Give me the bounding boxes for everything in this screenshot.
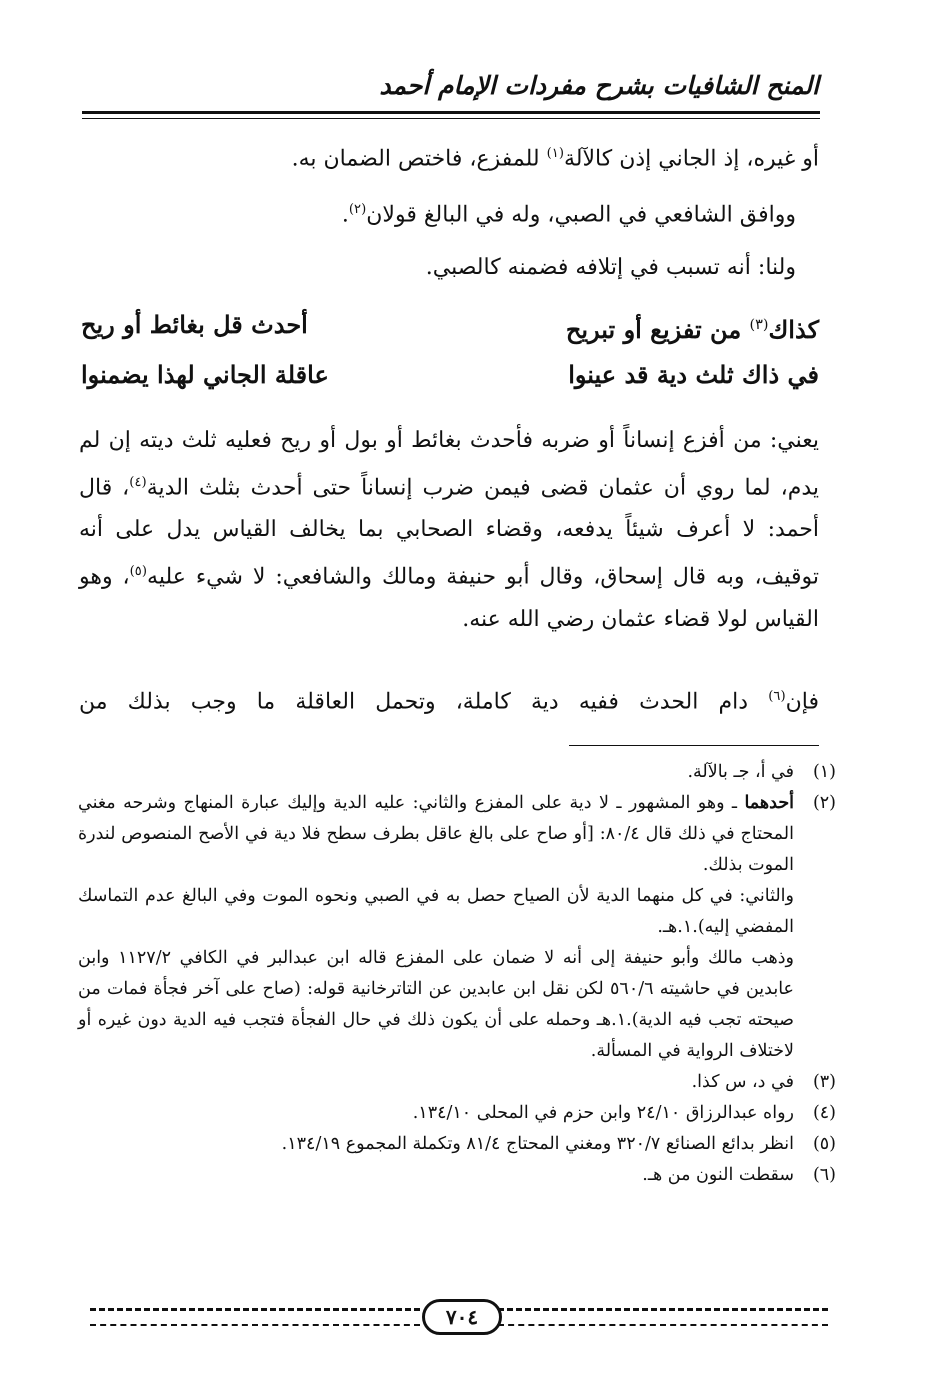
paragraph-text: ولنا: أنه تسبب في إتلافه فضمنه كالصبي. <box>425 255 796 280</box>
paragraph-text: ووافق الشافعي في الصبي، وله في البالغ قولان <box>366 202 796 228</box>
footnote-text: : في كل منهما الدية لأن الصياح حصل به في الصبي ونحوه الموت وفي البالغ عدم التماسك المفضي إليه).١.هـ. <box>78 886 794 937</box>
page-footer <box>90 1299 828 1335</box>
footnote-number: (٦) <box>812 1165 836 1185</box>
footer-ornament-right <box>498 1308 828 1326</box>
verse-block <box>81 305 819 411</box>
paragraph-text: فإن <box>785 689 819 715</box>
footnote-2-continuation <box>78 943 836 1067</box>
page-number: ٧٠٤ <box>422 1299 502 1335</box>
paragraph-text: ، قال أحمد: لا أعرف شيئاً يدفعه، وقضاء الصحابي بما يخالف القياس يدل على أنه توقيف، وبه قال إسحاق، وقال أبو حنيفة ومالك والشافعي: لا شيء عليه <box>79 475 820 590</box>
footnote-5 <box>78 1129 836 1160</box>
footnote-number: (٢) <box>812 793 836 813</box>
footnotes <box>78 757 836 1191</box>
footnote-ref-1: (١) <box>546 146 564 161</box>
footnote-4 <box>78 1098 836 1129</box>
footnote-6 <box>78 1160 836 1191</box>
verse-line-1 <box>81 305 819 355</box>
paragraph-5 <box>79 676 819 723</box>
verse-hemistich-second: عاقلة الجاني لهذا يضمنوا <box>81 360 329 389</box>
footnote-1 <box>78 757 836 788</box>
verse-text: كذاك <box>768 315 819 344</box>
footnote-number: (٣) <box>812 1072 836 1092</box>
footnote-text: في أ، جـ بالآلة. <box>687 762 794 782</box>
footnote-ref-4: (٤) <box>129 475 147 490</box>
footer-ornament-left <box>90 1308 420 1326</box>
verse-hemistich-second: أحدث قل بغائط أو ريح <box>81 310 308 339</box>
footnote-number: (٥) <box>812 1134 836 1154</box>
verse-hemistich-first: في ذاك ثلث دية قد عينوا <box>568 360 819 389</box>
paragraph-2 <box>56 189 796 236</box>
footnote-text: في د، س كذا. <box>691 1072 794 1092</box>
footnote-lead: أحدهما <box>744 793 794 813</box>
footnote-text: رواه عبدالرزاق ٢٤/١٠ وابن حزم في المحلى ١٣٤/١٠. <box>412 1103 794 1123</box>
footnote-separator <box>569 745 819 746</box>
footnote-number: (٤) <box>812 1103 836 1123</box>
paragraph-text: دام الحدث ففيه دية كاملة، وتحمل العاقلة ما وجب بذلك من <box>79 689 769 715</box>
footnote-text: انظر بدائع الصنائع ٣٢٠/٧ ومغني المحتاج ٨١/٤ وتكملة المجموع ١٣٤/١٩. <box>281 1134 794 1154</box>
paragraph-text: ، وهو القياس لولا قضاء عثمان رضي الله عنه. <box>79 564 819 632</box>
verse-line-2 <box>81 355 819 405</box>
footnote-3 <box>78 1067 836 1098</box>
footnote-ref-3: (٣) <box>749 317 769 333</box>
paragraph-1 <box>79 133 819 180</box>
paragraph-text: . <box>341 202 349 228</box>
footnote-text: وذهب مالك وأبو حنيفة إلى أنه لا ضمان على المفزع قاله ابن عبدالبر في الكافي ١١٢٧/٢ وابن عابدين في حاشيته ٥٦٠/٦ لكن نقل ابن عابدين عن التاترخانية قوله: (صاح على آخر فجأة فمات من صيحته تجب فيه الدية).١.هـ وحمله على أن يكون ذلك في حال الفجأة فتجب فيه الدية دون غيره أو لاختلاف الرواية في المسألة. <box>78 948 794 1061</box>
verse-text: من تفزيع أو تبريح <box>565 315 750 344</box>
paragraph-3 <box>56 247 796 289</box>
paragraph-text: أو غيره، إذ الجاني إذن كالآلة <box>564 146 819 172</box>
paragraph-text: يعني: من أفزع إنساناً أو ضربه فأحدث بغائط أو بول أو ريح فعليه ثلث ديته إن لم يدم، لما روي أن عثمان قضى فيمن ضرب إنساناً حتى أحدث بثلث الدية <box>79 428 819 501</box>
footnote-lead: والثاني <box>745 886 794 906</box>
paragraph-text: للمفزع، فاختص الضمان به. <box>291 146 547 172</box>
verse-hemistich-first <box>479 305 819 350</box>
footnote-ref-2: (٢) <box>348 202 367 217</box>
running-title: المنح الشافيات بشرح مفردات الإمام أحمد <box>379 71 819 100</box>
footnote-number: (١) <box>812 762 836 782</box>
footnote-2 <box>78 788 836 881</box>
footnote-text: سقطت النون من هـ. <box>642 1165 794 1185</box>
header-rule-thick <box>82 111 820 114</box>
footnote-ref-5: (٥) <box>129 564 148 580</box>
footnote-2-continuation <box>78 881 836 943</box>
footnote-text: ـ وهو المشهور ـ لا دية على المفزع والثاني: عليه الدية وإليك عبارة المنهاج وشرحه مغني المحتاج في ذلك قال ٨٠/٤: [أو صاح على بالغ عاقل بطرف سطح فلا دية في الأصح المنصوص لندرة الموت بذلك. <box>78 793 794 875</box>
footnote-ref-6: (٦) <box>768 689 786 704</box>
paragraph-4 <box>79 420 819 641</box>
header-rule-thin <box>82 118 820 119</box>
